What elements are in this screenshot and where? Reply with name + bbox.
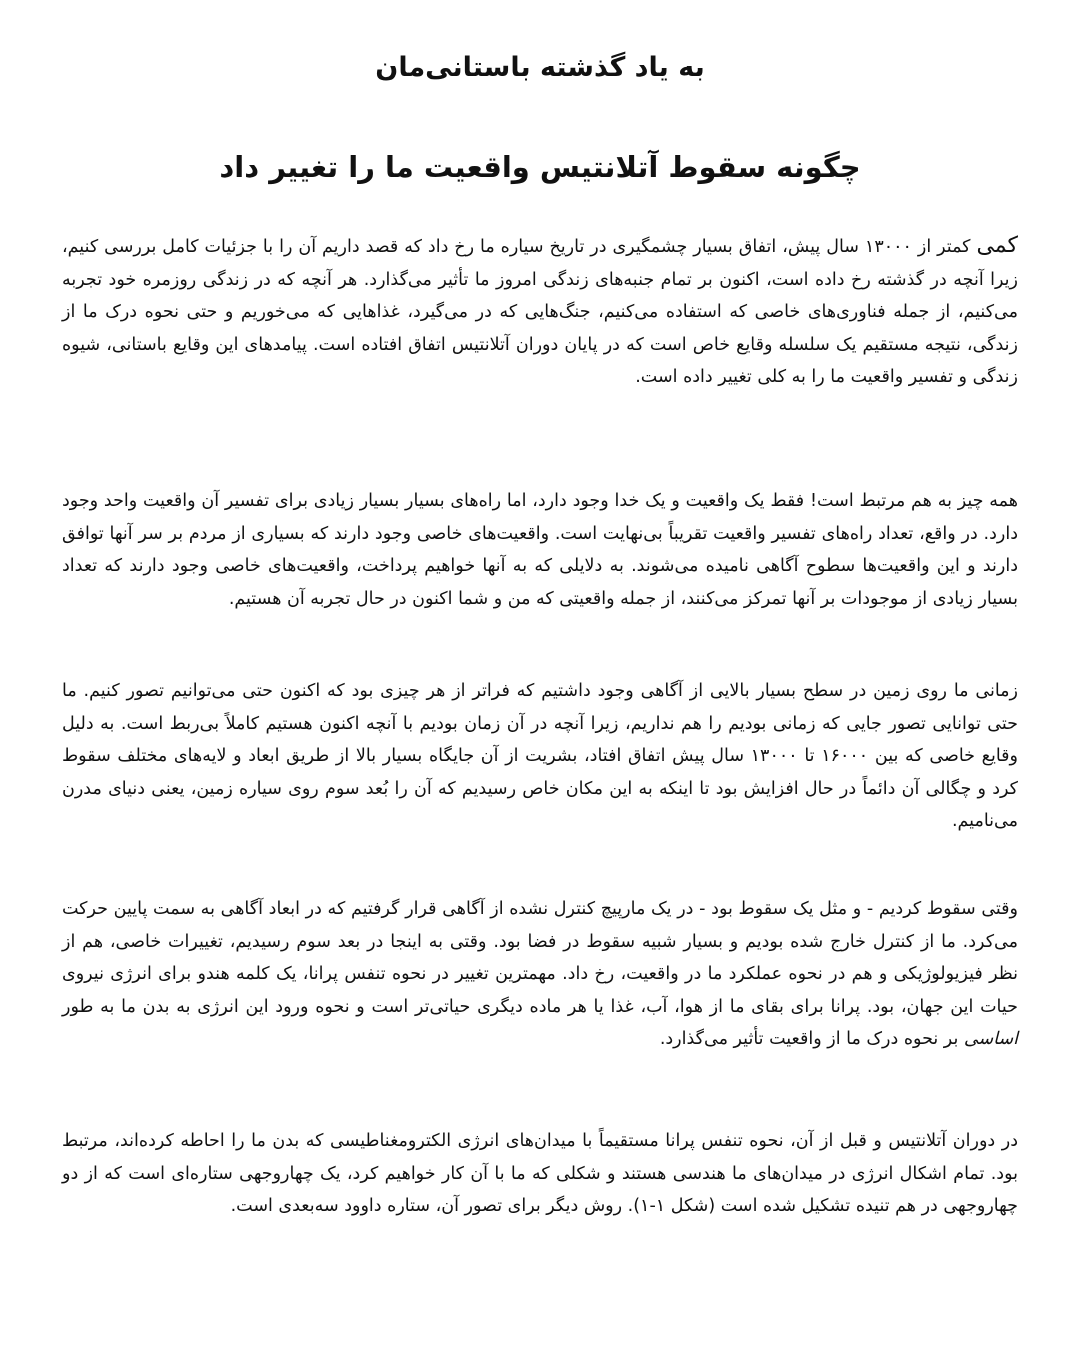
- chapter-title: چگونه سقوط آتلانتیس واقعیت ما را تغییر داد: [219, 150, 861, 184]
- paragraph-3: زمانی ما روی زمین در سطح بسیار بالایی از آگاهی وجود داشتیم که فراتر از هر چیزی بود که اکنون حتی می‌توانیم تصور کنیم. ما حتی توانایی تصور جایی که زمانی بودیم را هم نداریم، زیرا آنچه در آن زمان بودیم با آنچه اکنون هستیم کاملاً بی‌ربط است. به دلیل وقایع خاصی که بین ۱۶۰۰۰ تا ۱۳۰۰۰ سال پیش اتفاق افتاد، بشریت از آن جایگاه بسیار بالا از طریق ابعاد و لایه‌های مختلف سقوط کرد و چگالی آن دائماً در حال افزایش بود تا اینکه به این مکان خاص رسیدیم که آن را بُعد سوم روی سیاره زمین، یعنی دنیای مدرن می‌نامیم.: [62, 681, 1018, 831]
- paragraph-2: همه چیز به هم مرتبط است! فقط یک واقعیت و یک خدا وجود دارد، اما راه‌های بسیار بسیار زیادی برای تفسیر آن واقعیت واحد وجود دارد. در واقع، تعداد راه‌های تفسیر واقعیت تقریباً بی‌نهایت است. واقعیت‌های خاصی وجود دارند که بسیاری از مردم بر سر آنها توافق دارند و این واقعیت‌ها سطوح آگاهی نامیده می‌شوند. به دلایلی که به آنها خواهیم پرداخت، واقعیت‌های خاصی وجود دارند که تعداد بسیار زیادی از موجودات بر آنها تمرکز می‌کنند، از جمله واقعیتی که من و شما اکنون در حال تجربه آن هستیم.: [62, 491, 1018, 609]
- paragraph-4-text-end: بر نحوه درک ما از واقعیت تأثیر می‌گذارد.: [659, 1029, 964, 1049]
- paragraph-1: [62, 230, 1018, 394]
- paragraph-5: در دوران آتلانتیس و قبل از آن، نحوه تنفس پرانا مستقیماً با میدان‌های انرژی الکترومغناطیسی که بدن ما را احاطه کرده‌اند، مرتبط بود. تمام اشکال انرژی در میدان‌های ما هندسی هستند و شکلی که ما با آن کار خواهیم کرد، یک چهاروجهی ستاره‌ای است که از دو چهاروجهی در هم تنیده تشکیل شده است (شکل ۱-۱). روش دیگر برای تصور آن، ستاره داوود سه‌بعدی است.: [62, 1131, 1018, 1216]
- paragraph-4: [62, 893, 1018, 1056]
- paragraph-1-text: کمتر از ۱۳۰۰۰ سال پیش، اتفاق بسیار چشمگیری در تاریخ سیاره ما رخ داد که قصد داریم آن را با جزئیات کامل بررسی کنیم، زیرا آنچه در گذشته رخ داده است، اکنون بر تمام جنبه‌های زندگی امروز ما تأثیر می‌گذارد. هر آنچه که در زندگی روزمره خود تجربه می‌کنیم، از جمله فناوری‌های خاصی که استفاده می‌کنیم، جنگ‌هایی که در می‌گیرد، غذاهایی که می‌خوریم و حتی نحوه درک ما از زندگی، نتیجه مستقیم یک سلسله وقایع خاص است که در پایان دوران آتلانتیس اتفاق افتاده است. پیامدهای این وقایع باستانی، شیوه زندگی و تفسیر واقعیت ما را به کلی تغییر داده است.: [62, 237, 1018, 387]
- paragraph-4-text: وقتی سقوط کردیم - و مثل یک سقوط بود - در یک مارپیچ کنترل نشده از آگاهی قرار گرفتیم که در ابعاد آگاهی به سمت پایین حرکت می‌کرد. ما از کنترل خارج شده بودیم و بسیار شبیه سقوط در فضا بود. وقتی به اینجا در بعد سوم رسیدیم، تغییرات خاصی، هم از نظر فیزیولوژیکی و هم در نحوه عملکرد ما در واقعیت، رخ داد. مهمترین تغییر در نحوه تنفس پرانا، یک کلمه هندو برای انرژی نیروی حیات این جهان، بود. پرانا برای بقای ما از هوا، آب، غذا یا هر ماده دیگری حیاتی‌تر است و نحوه ورود این انرژی به بدن ما به طور: [62, 899, 1018, 1017]
- italic-emphasis: اساسی: [963, 1029, 1018, 1049]
- lead-word: کمی: [976, 233, 1018, 258]
- document-title: به یاد گذشته باستانی‌مان: [375, 52, 705, 83]
